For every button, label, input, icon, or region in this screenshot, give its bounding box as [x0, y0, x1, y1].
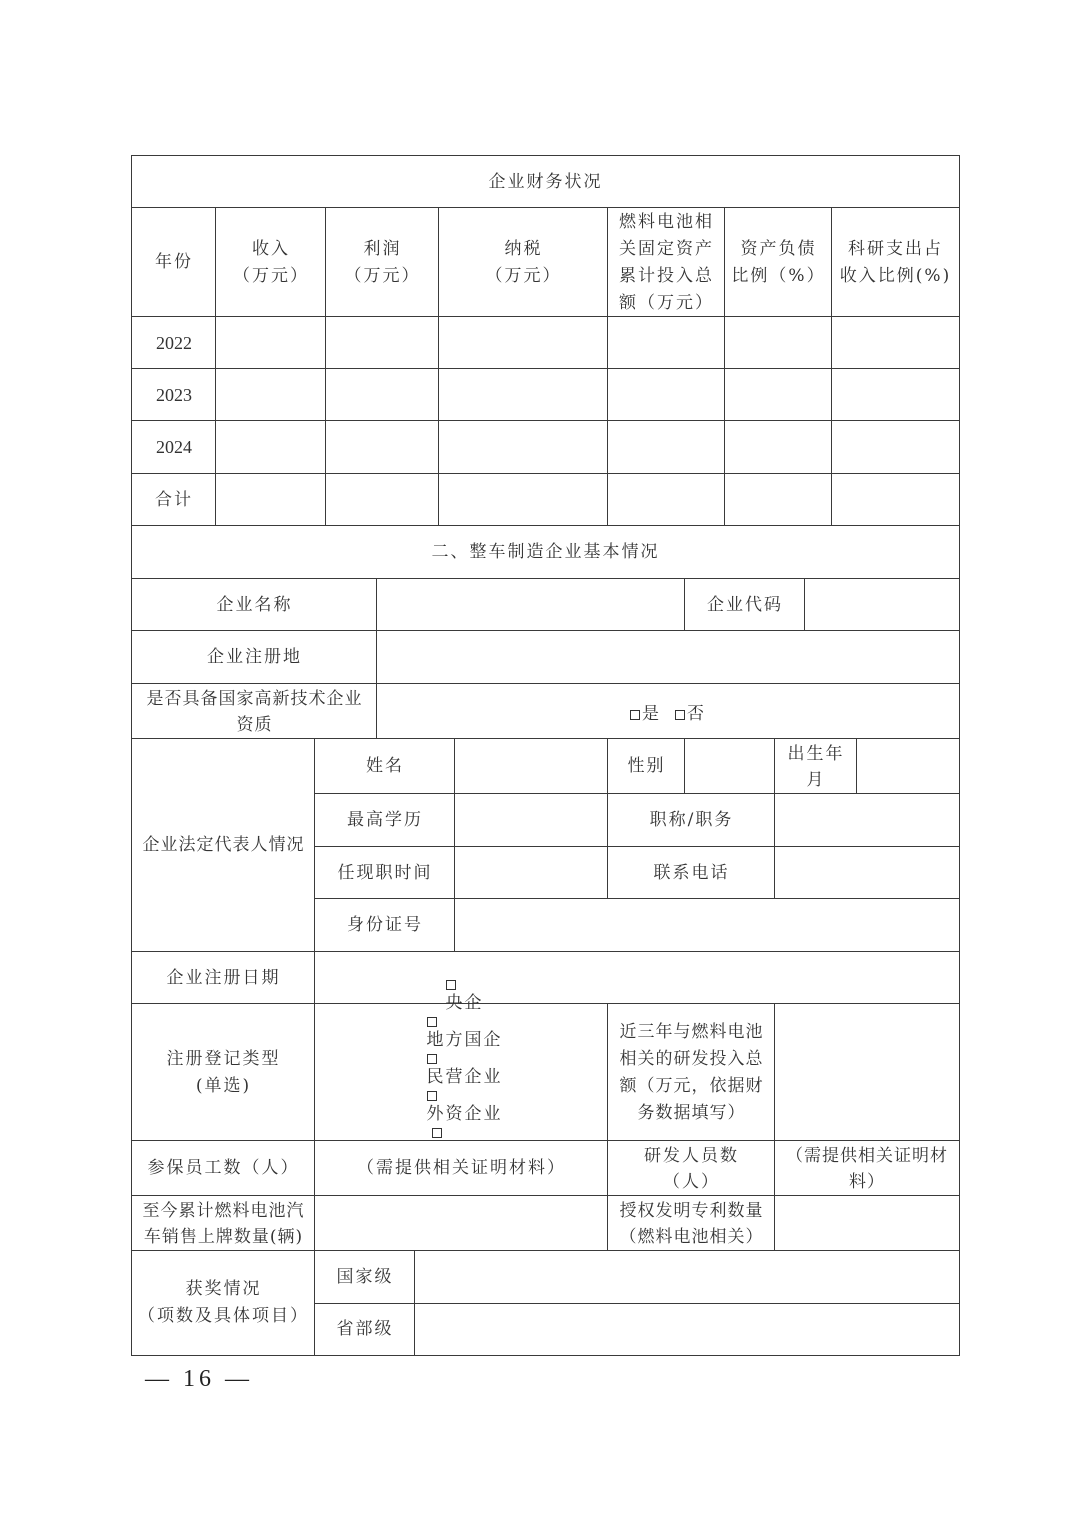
- title-label: [607, 793, 776, 848]
- finance-row-field[interactable]: [724, 420, 833, 475]
- header-debt-ratio: [724, 207, 833, 318]
- awards-label: [131, 1250, 316, 1356]
- rd-staff-label-line1: 研发人员数: [644, 1145, 739, 1166]
- finance-row-year-text: 2022: [156, 332, 192, 353]
- awards-label-line1: 获奖情况: [185, 1279, 262, 1299]
- phone-field[interactable]: [774, 846, 960, 900]
- id-label: [314, 898, 456, 953]
- legal-rep-label-text: 企业法定代表人情况: [142, 835, 305, 855]
- national-label-text: 国家级: [336, 1267, 394, 1287]
- header-profit-line2: （万元）: [344, 265, 421, 286]
- insured-label: [131, 1140, 316, 1197]
- finance-row-field[interactable]: [325, 368, 440, 422]
- header-rd-ratio: [831, 207, 960, 318]
- reg-type-label: [131, 1003, 316, 1142]
- education-label-text: 最高学历: [347, 810, 423, 830]
- provincial-label-text: 省部级: [336, 1319, 394, 1339]
- reg-place-label-text: 企业注册地: [207, 647, 302, 667]
- tenure-label-text: 任现职时间: [337, 862, 433, 883]
- header-tax-line1: 纳税: [504, 238, 543, 259]
- header-year-text: 年份: [155, 252, 193, 272]
- birth-label-line2: 月: [806, 769, 826, 790]
- patent-label-line2: （燃料电池相关）: [619, 1226, 764, 1247]
- insured-field[interactable]: [314, 1140, 609, 1197]
- header-debt-ratio-line1: 资产负债: [740, 238, 817, 259]
- national-label: [314, 1250, 416, 1305]
- sales-label: [131, 1195, 316, 1252]
- finance-row-year-text: 2023: [156, 384, 192, 405]
- title-label-text: 职称/职务: [649, 810, 734, 830]
- checkbox-icon[interactable]: [630, 710, 640, 720]
- section2-title: [131, 525, 960, 580]
- header-fixed-assets-line4: 额（万元）: [619, 292, 714, 313]
- header-fixed-assets-line2: 关固定资产: [619, 238, 714, 259]
- reg-type-options: [314, 993, 609, 1142]
- finance-row-field[interactable]: [831, 473, 960, 527]
- header-profit: [325, 207, 440, 318]
- header-tax: [438, 207, 609, 318]
- reg-type-label-line1: 注册登记类型: [166, 1048, 281, 1069]
- finance-row-field[interactable]: [325, 420, 440, 475]
- company-name-label: [131, 578, 378, 632]
- finance-row-field[interactable]: [831, 368, 960, 422]
- tenure-label: [314, 846, 456, 900]
- reg-place-label: [131, 630, 378, 685]
- patent-field[interactable]: [774, 1195, 960, 1252]
- gender-field[interactable]: [684, 738, 776, 795]
- finance-row-field[interactable]: [438, 420, 609, 475]
- hightech-option-yes[interactable]: [630, 701, 661, 728]
- finance-row-field[interactable]: [215, 316, 327, 370]
- patent-label: [607, 1195, 776, 1252]
- name-field[interactable]: [454, 738, 609, 795]
- reg-type-option-central-label: 央企: [445, 993, 484, 1013]
- header-rd-ratio-line2: 收入比例(%): [839, 265, 952, 286]
- provincial-field[interactable]: [414, 1303, 960, 1356]
- rd-invest-field[interactable]: [774, 1003, 960, 1142]
- finance-row-field[interactable]: [438, 473, 609, 527]
- reg-date-label-text: 企业注册日期: [166, 967, 281, 988]
- education-label: [314, 793, 456, 848]
- finance-row-year-text: 合计: [155, 489, 193, 510]
- reg-type-option-foreign[interactable]: [427, 1091, 503, 1128]
- finance-row-year: [131, 473, 217, 527]
- rd-invest-label: [607, 1003, 776, 1142]
- header-year: [131, 207, 217, 318]
- finance-row-year: [131, 316, 217, 370]
- checkbox-icon[interactable]: [446, 980, 456, 990]
- header-tax-line2: （万元）: [485, 265, 562, 286]
- finance-row-year-text: 2024: [156, 437, 192, 457]
- birth-field[interactable]: [856, 738, 960, 795]
- finance-row-field[interactable]: [607, 420, 726, 475]
- finance-row-field[interactable]: [724, 473, 833, 527]
- national-field[interactable]: [414, 1250, 960, 1305]
- company-code-field[interactable]: [804, 578, 960, 632]
- finance-row-field[interactable]: [724, 316, 833, 370]
- finance-row-field[interactable]: [438, 368, 609, 422]
- finance-row-year: [131, 368, 217, 422]
- header-rd-ratio-line1: 科研支出占: [848, 238, 943, 259]
- rd-staff-note-line2: 料）: [849, 1171, 885, 1192]
- checkbox-icon[interactable]: [427, 1054, 437, 1064]
- rd-invest-label-line3: 额（万元，依据财: [619, 1075, 764, 1096]
- company-name-field[interactable]: [376, 578, 686, 632]
- checkbox-icon[interactable]: [675, 710, 685, 720]
- finance-title: [131, 155, 960, 209]
- reg-type-option-foreign-label: 外资企业: [426, 1104, 503, 1124]
- title-field[interactable]: [774, 793, 960, 848]
- checkbox-icon[interactable]: [427, 1091, 437, 1101]
- reg-type-option-private-label: 民营企业: [426, 1067, 503, 1087]
- phone-label-text: 联系电话: [653, 862, 730, 883]
- hightech-label-line1: 是否具备国家高新技术企业: [146, 688, 363, 709]
- finance-row-field[interactable]: [215, 368, 327, 422]
- header-revenue-line2: （万元）: [233, 265, 309, 286]
- finance-row-field[interactable]: [724, 368, 833, 422]
- company-code-label: [684, 578, 806, 632]
- header-revenue-line1: 收入: [252, 238, 290, 259]
- finance-title-text: 企业财务状况: [488, 171, 603, 192]
- legal-rep-label: [131, 738, 316, 953]
- birth-label: [774, 738, 858, 795]
- name-label: [314, 738, 456, 795]
- reg-type-option-central[interactable]: [446, 980, 484, 1017]
- reg-date-label: [131, 951, 316, 1005]
- company-name-label-text: 企业名称: [216, 594, 293, 615]
- reg-type-option-local-soe[interactable]: [427, 1017, 503, 1054]
- page-number: — 16 —: [145, 1366, 253, 1392]
- reg-type-option-private[interactable]: [427, 1054, 503, 1091]
- hightech-option-no[interactable]: [675, 701, 706, 728]
- hightech-label-line2: 资质: [236, 714, 273, 735]
- id-label-text: 身份证号: [347, 915, 423, 935]
- gender-label-text: 性别: [627, 756, 666, 776]
- rd-staff-label: [607, 1140, 776, 1197]
- finance-row-field[interactable]: [325, 473, 440, 527]
- sales-label-line1: 至今累计燃料电池汽: [142, 1200, 305, 1221]
- header-profit-line1: 利润: [363, 238, 402, 259]
- finance-row-field[interactable]: [607, 368, 726, 422]
- hightech-option-no-label: 否: [687, 704, 706, 724]
- rd-staff-label-line2: （人）: [663, 1171, 720, 1192]
- name-label-text: 姓名: [366, 756, 404, 776]
- hightech-options: [376, 683, 960, 740]
- finance-row-year: [131, 420, 217, 475]
- reg-type-label-line2: (单选): [195, 1075, 252, 1096]
- insured-label-text: 参保员工数（人）: [147, 1158, 300, 1178]
- rd-staff-note-line1: （需提供相关证明材: [786, 1145, 948, 1166]
- phone-label: [607, 846, 776, 900]
- reg-type-option-local-soe-label: 地方国企: [426, 1030, 503, 1050]
- finance-row-field[interactable]: [325, 316, 440, 370]
- header-revenue: [215, 207, 327, 318]
- patent-label-line1: 授权发明专利数量: [619, 1200, 764, 1221]
- reg-date-field[interactable]: [314, 951, 960, 1005]
- finance-row-field[interactable]: [438, 316, 609, 370]
- insured-note-text: （需提供相关证明材料）: [357, 1158, 566, 1178]
- reg-place-field[interactable]: [376, 630, 960, 685]
- company-code-label-text: 企业代码: [707, 594, 783, 615]
- header-fixed-assets-line1: 燃料电池相: [619, 211, 714, 232]
- rd-invest-label-line2: 相关的研发投入总: [619, 1048, 764, 1069]
- finance-row-field[interactable]: [831, 316, 960, 370]
- tenure-field[interactable]: [454, 846, 609, 900]
- finance-row-field[interactable]: [215, 473, 327, 527]
- rd-invest-label-line1: 近三年与燃料电池: [619, 1021, 764, 1042]
- finance-row-field[interactable]: [607, 473, 726, 527]
- checkbox-icon[interactable]: [427, 1017, 437, 1027]
- header-fixed-assets-line3: 累计投入总: [619, 265, 714, 286]
- awards-label-line2: （项数及具体项目）: [138, 1306, 309, 1326]
- finance-row-field[interactable]: [215, 420, 327, 475]
- education-field[interactable]: [454, 793, 609, 848]
- rd-invest-label-line4: 务数据填写）: [637, 1102, 746, 1123]
- finance-row-field[interactable]: [831, 420, 960, 475]
- rd-staff-field[interactable]: [774, 1140, 960, 1197]
- checkbox-icon[interactable]: [432, 1128, 442, 1138]
- sales-field[interactable]: [314, 1195, 609, 1252]
- hightech-option-yes-label: 是: [642, 704, 661, 724]
- birth-label-line1: 出生年: [787, 743, 845, 764]
- provincial-label: [314, 1303, 416, 1356]
- id-field[interactable]: [454, 898, 960, 953]
- header-debt-ratio-line2: 比例（%）: [731, 265, 826, 286]
- hightech-label: [131, 683, 378, 740]
- section2-title-text: 二、整车制造企业基本情况: [431, 542, 660, 562]
- header-fixed-assets: [607, 207, 726, 318]
- sales-label-line2: 车销售上牌数量(辆): [143, 1226, 304, 1247]
- finance-row-field[interactable]: [607, 316, 726, 370]
- gender-label: [607, 738, 686, 795]
